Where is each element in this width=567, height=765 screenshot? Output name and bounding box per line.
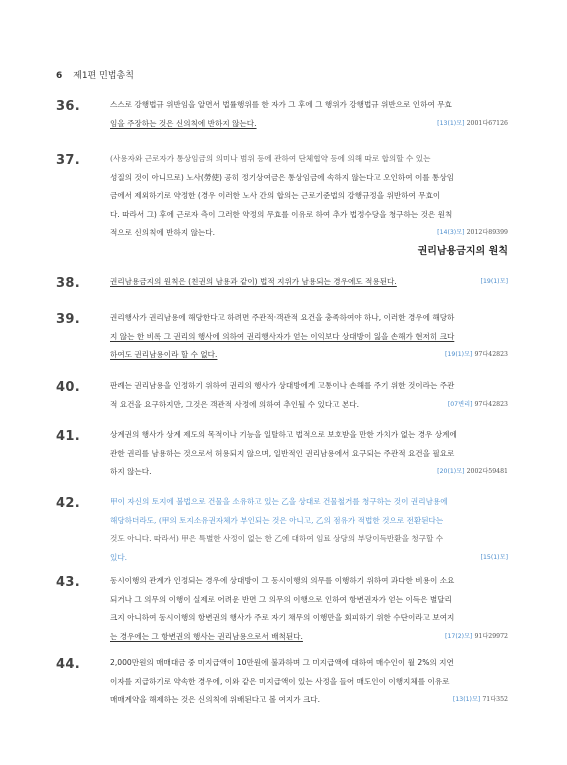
question-number: 36. xyxy=(56,99,80,114)
text-line: 것도 아니다. 따라서) 甲은 특별한 사정이 없는 한 乙에 대하여 임료 상당의 부당이득반환을 청구할 수 xyxy=(110,534,444,543)
reference xyxy=(481,273,508,292)
text-line: 임을 주장하는 것은 신의칙에 반하지 않는다. xyxy=(110,118,257,128)
question-number: 37. xyxy=(56,153,80,168)
text-line: 판례는 권리남용을 인정하기 위하여 권리의 행사가 상대방에게 고통이나 손해를 주기 위한 것이라는 주관 xyxy=(110,381,455,390)
reference xyxy=(437,115,508,134)
question-number: 38. xyxy=(56,276,80,291)
exam-code: [14(3)모] xyxy=(437,229,465,236)
text-line-with-ref xyxy=(110,549,508,568)
text-line-with-ref xyxy=(110,273,508,292)
question-text xyxy=(110,426,508,482)
exam-code: [17(2)모] xyxy=(445,632,473,640)
question-number: 41. xyxy=(56,429,80,444)
running-section-title: 제1편 민법총칙 xyxy=(73,71,134,81)
reference xyxy=(437,463,508,482)
reference xyxy=(448,396,508,415)
question-text xyxy=(110,654,508,710)
text-line: 스스로 강행법규 위반임을 알면서 법률행위를 한 자가 그 후에 그 행위가 강행법규 위반으로 인하여 무효 xyxy=(110,100,452,109)
text-line-with-ref xyxy=(110,346,508,365)
exam-code: [13(1)모] xyxy=(437,119,465,127)
question-number: 40. xyxy=(56,380,80,395)
question-number: 44. xyxy=(56,657,80,672)
case-number: 2002다59481 xyxy=(466,468,508,475)
case-number: 2001다67126 xyxy=(466,119,508,127)
text-line: 권리남용금지의 원칙은 (친권의 남용과 같이) 법적 지위가 남용되는 경우에도 적용된다. xyxy=(110,277,397,286)
text-line-with-ref xyxy=(110,463,508,482)
text-line: 지 않는 한 비록 그 권리의 행사에 의하여 권리행사자가 얻는 이익보다 상대방이 잃을 손해가 현저히 크다 xyxy=(110,331,455,341)
text-line-with-ref xyxy=(110,224,508,243)
reference xyxy=(453,691,508,710)
reference xyxy=(437,224,508,243)
text-line: 있다. xyxy=(110,552,128,562)
text-line: 하지 않는다. xyxy=(110,467,152,476)
text-line: 상계권의 행사가 상계 제도의 목적이나 기능을 일탈하고 법적으로 보호받을 만한 가치가 없는 경우 상계에 xyxy=(110,430,457,439)
question-text xyxy=(110,150,508,243)
page-number: 6 xyxy=(56,71,63,81)
exam-code: [13(1)모] xyxy=(452,696,481,703)
case-number: 91다29972 xyxy=(474,632,508,640)
exam-code: [19(1)모] xyxy=(445,351,473,358)
question-text xyxy=(110,572,508,646)
text-line-with-ref xyxy=(110,115,508,134)
text-line: 해당하더라도, (甲의 토지소유권자체가 부인되는 것은 아니고, 乙의 점유가 적법한 것으로 전환된다는 xyxy=(110,515,444,525)
text-line: 동시이행의 관계가 인정되는 경우에 상대방이 그 동시이행의 의무를 이행하기 위하여 과다한 비용이 소요 xyxy=(110,576,455,585)
text-line: 다. 따라서 그) 후에 근로자 측이 그러한 약정의 무효를 이유로 하여 추가 법정수당을 청구하는 것은 원칙 xyxy=(110,209,453,219)
text-line: 매매계약을 해제하는 것은 신의칙에 위배된다고 볼 여지가 크다. xyxy=(110,695,321,704)
text-line: 적으로 신의칙에 반하지 않는다. xyxy=(110,228,216,237)
text-line: 되거나 그 의무의 이행이 실제로 어려운 반면 그 의무의 이행으로 인하여 항변권자가 얻는 이득은 별달리 xyxy=(110,594,452,604)
exam-code: [19(1)모] xyxy=(480,278,508,285)
case-number: 2012다89399 xyxy=(466,229,508,236)
text-line: 성질의 것이 아니므로) 노사(勞使) 공히 정기상여금은 통상임금에 속하지 않는다고 오인하여 이를 통상임 xyxy=(110,172,455,182)
question-number: 43. xyxy=(56,575,80,590)
exam-code: [15(1)모] xyxy=(480,553,508,561)
text-line: 甲이 자신의 토지에 불법으로 건물을 소유하고 있는 乙을 상대로 건물철거를 청구하는 것이 권리남용에 xyxy=(110,497,448,506)
text-line-with-ref xyxy=(110,628,508,647)
question-text xyxy=(110,493,508,567)
question-number: 42. xyxy=(56,496,80,511)
reference xyxy=(445,346,508,365)
text-line: 크지 아니하여 동시이행의 항변권의 행사가 주로 자기 채무의 이행만을 회피하기 위한 수단이라고 보여지 xyxy=(110,613,455,622)
section-heading: 권리남용금지의 원칙 xyxy=(417,246,508,257)
text-line: 는 경우에는 그 항변권의 행사는 권리남용으로서 배척된다. xyxy=(110,631,303,641)
exam-code: [07변리] xyxy=(447,400,473,408)
question-text xyxy=(110,273,508,292)
page-header xyxy=(56,68,134,81)
exam-code: [20(1)모] xyxy=(437,468,465,475)
text-line: 권리행사가 권리남용에 해당한다고 하려면 주관적·객관적 요건을 충족하여야 하나, 이러한 경우에 해당하 xyxy=(110,313,455,322)
case-number: 97다42823 xyxy=(474,351,508,358)
text-line: 이자를 지급하기로 약속한 경우에, 이와 같은 미지급액이 있는 사정을 들어 매도인이 이행지체를 이유로 xyxy=(110,676,450,686)
question-text xyxy=(110,309,508,365)
text-line: 2,000만원의 매매대금 중 미지급액이 10만원에 불과하며 그 미지급액에 대하여 매수인이 월 2%의 지연 xyxy=(110,658,454,667)
text-line: (사용자와 근로자가 통상임금의 의미나 범위 등에 관하여 단체협약 등에 의해 따로 합의할 수 있는 xyxy=(110,154,431,163)
question-text xyxy=(110,377,508,414)
case-number: 97다42823 xyxy=(474,400,508,408)
text-line: 하여도 권리남용이라 할 수 없다. xyxy=(110,350,218,359)
question-number: 39. xyxy=(56,312,80,327)
question-text xyxy=(110,96,508,133)
case-number: 71다352 xyxy=(482,696,508,703)
text-line: 금에서 제외하기로 약정한 (경우 이러한 노사 간의 합의는 근로기준법의 강행규정을 위반하여 무효이 xyxy=(110,191,441,200)
reference xyxy=(445,628,508,647)
text-line: 관한 권리를 남용하는 것으로서 허용되지 않으며, 일반적인 권리남용에서 요구되는 주관적 요건을 필요로 xyxy=(110,448,455,458)
reference xyxy=(481,549,508,568)
text-line-with-ref xyxy=(110,691,508,710)
text-line-with-ref xyxy=(110,396,508,415)
text-line: 적 요건을 요구하지만, 그것은 객관적 사정에 의하여 추인될 수 있다고 본다. xyxy=(110,399,360,409)
